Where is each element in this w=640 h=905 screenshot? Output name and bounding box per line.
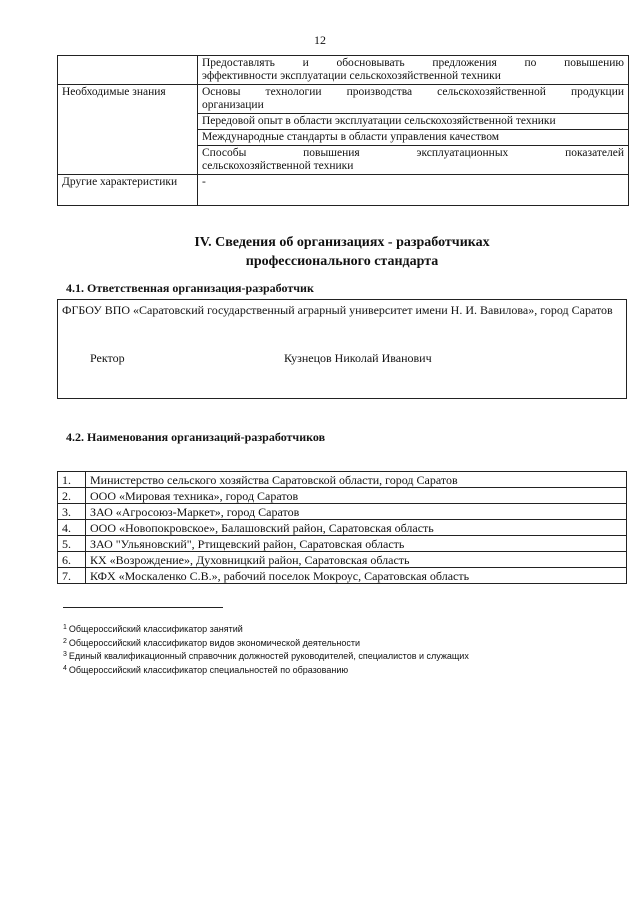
table-row <box>58 175 629 206</box>
org-cell: КФХ «Москаленко С.В.», рабочий поселок Мокроус, Саратовская область <box>86 568 627 584</box>
row-label: Необходимые знания <box>58 85 198 175</box>
table-row <box>58 552 627 568</box>
cell-text: Основы технологии производства сельскохозяйственной продукции <box>202 86 624 98</box>
org-cell: ООО «Мировая техника», город Саратов <box>86 488 627 504</box>
cell-text: сельскохозяйственной техники <box>202 160 354 172</box>
table-row <box>58 85 629 114</box>
table-cell <box>198 175 629 206</box>
footnote-mark: 3 <box>63 651 67 658</box>
row-number: 7. <box>58 568 86 584</box>
table-cell <box>198 56 629 85</box>
section-title-line: профессионального стандарта <box>245 254 439 269</box>
row-label: Другие характеристики <box>58 175 198 206</box>
footnote-separator <box>63 607 223 608</box>
cell-text: - <box>202 176 206 188</box>
footnote <box>63 636 469 650</box>
table-row <box>58 472 627 488</box>
row-number: 2. <box>58 488 86 504</box>
cell-text: эффективности эксплуатации сельскохозяйственной техники <box>202 70 501 82</box>
org-cell: КХ «Возрождение», Духовницкий район, Саратовская область <box>86 552 627 568</box>
footnote-mark: 4 <box>63 664 67 672</box>
table-row <box>58 488 627 504</box>
section-title-line: IV. Сведения об организациях - разработчиках <box>194 235 490 250</box>
cell-text: Способы повышения эксплуатационных показателей <box>202 147 624 159</box>
developers-heading: 4.2. Наименования организаций-разработчиков <box>66 430 326 444</box>
cell-text: организации <box>202 99 264 111</box>
table-row <box>58 568 627 584</box>
responsible-org-box <box>57 299 627 399</box>
responsible-org-heading: 4.1. Ответственная организация-разработчик <box>66 281 314 295</box>
footnotes <box>63 622 469 676</box>
table-cell <box>198 85 629 114</box>
org-cell: ЗАО "Ульяновский", Ртищевский район, Саратовская область <box>86 536 627 552</box>
table-row <box>58 536 627 552</box>
rector-label: Ректор <box>90 351 125 365</box>
cell-text: Предоставлять и обосновывать предложения по повышению <box>202 57 624 69</box>
org-cell: ООО «Новопокровское», Балашовский район, Саратовская область <box>86 520 627 536</box>
table-cell <box>198 114 629 130</box>
knowledge-table <box>57 55 629 206</box>
org-cell: Министерство сельского хозяйства Саратовской области, город Саратов <box>86 472 627 488</box>
developers-table <box>57 471 627 584</box>
cell-text: Международные стандарты в области управления качеством <box>202 131 500 143</box>
table-row <box>58 56 629 85</box>
row-number: 4. <box>58 520 86 536</box>
row-label <box>58 56 198 85</box>
table-row <box>58 520 627 536</box>
cell-text: Передовой опыт в области эксплуатации сельскохозяйственной техники <box>202 115 556 127</box>
row-number: 3. <box>58 504 86 520</box>
footnote-mark: 2 <box>63 637 67 645</box>
table-row <box>58 504 627 520</box>
footnote-text: Общероссийский классификатор видов экономической деятельности <box>68 637 361 648</box>
footnote-text: Единый квалификационный справочник должностей руководителей, специалистов и служащих <box>68 651 469 661</box>
footnote <box>63 663 469 677</box>
org-cell: ЗАО «Агросоюз-Маркет», город Саратов <box>86 504 627 520</box>
table-cell <box>198 146 629 175</box>
table-cell <box>198 130 629 146</box>
row-number: 1. <box>58 472 86 488</box>
footnote <box>63 649 469 663</box>
row-number: 6. <box>58 552 86 568</box>
page-number: 12 <box>314 33 326 47</box>
footnote-text: Общероссийский классификатор занятий <box>68 624 243 634</box>
footnote-text: Общероссийский классификатор специальностей по образованию <box>68 664 349 675</box>
row-number: 5. <box>58 536 86 552</box>
footnote <box>63 622 469 636</box>
rector-name: Кузнецов Николай Иванович <box>284 351 432 365</box>
footnote-mark: 1 <box>63 624 67 631</box>
section-title <box>57 233 627 271</box>
org-name: ФГБОУ ВПО «Саратовский государственный аграрный университет имени Н. И. Вавилова», город Саратов <box>62 303 613 317</box>
